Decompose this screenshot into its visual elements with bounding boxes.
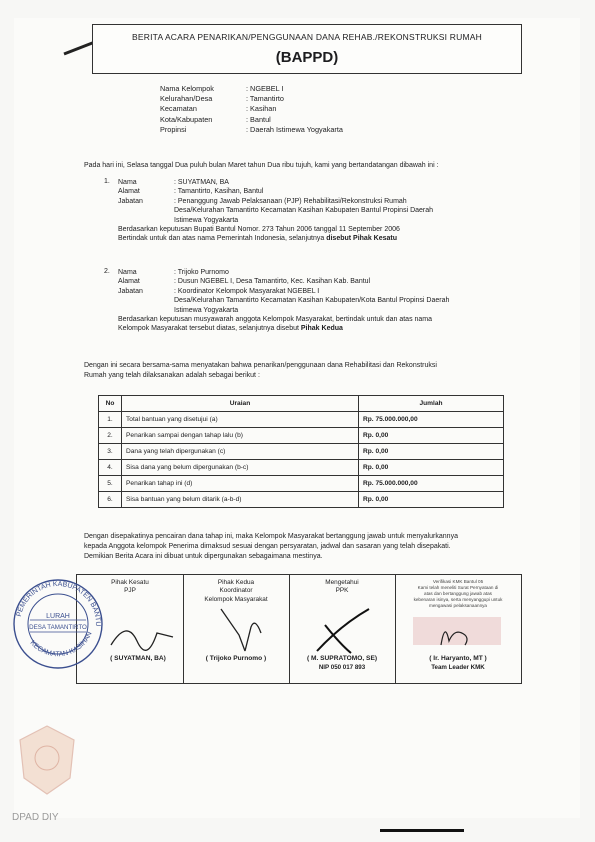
row-number: 5. [99,476,122,492]
party2-basis-bold: Pihak Kedua [300,325,343,333]
bottom-bar [380,829,464,832]
signature-koordinator [183,575,290,683]
signature-role: PJP [124,587,136,595]
info-label: Kota/Kabupaten [160,114,213,124]
party2-continuation: Istimewa Yogyakarta [174,306,239,314]
stamp-center-text: DESA TAMANTIRTO [29,624,87,631]
agreement-line-2: Rumah yang telah dilaksanakan adalah sebagai berikut : [84,372,260,379]
info-row [160,104,486,114]
info-label: Kecamatan [160,104,197,114]
signatory-name: ( SUYATMAN, BA) [110,655,166,662]
title-box [92,24,522,74]
info-value: : Kasihan [246,104,277,114]
signature-heading [183,579,289,604]
info-label: Propinsi [160,124,187,134]
column-header: No [99,396,122,412]
agreement-line-1: Dengan ini secara bersama-sama menyatakan bahwa penarikan/penggunaan dana Rehabilitasi dan Rekonstruksi [84,362,437,369]
signature-scribble [211,605,271,655]
signature-ppk [289,575,396,683]
verification-line: atas dan bertanggung jawab atas [424,591,492,596]
row-number: 2. [99,428,122,444]
stamp-bottom-text: KECAMATAN KASIHAN [28,630,94,659]
info-row [160,94,486,104]
footer-watermark: DPAD DIY [12,812,59,823]
row-description: Sisa dana yang belum dipergunakan (b-c) [122,460,359,476]
stamp-center-text: LURAH [46,613,70,620]
official-stamp [10,576,106,672]
party2-value: : Dusun NGEBEL I, Desa Tamantirto, Kec. Kasihan Kab. Bantul [174,278,371,286]
row-amount: Rp. 0,00 [359,460,504,476]
party1-acting [118,234,504,243]
verification-note [399,579,517,609]
table-row [99,492,504,508]
info-value: : NGEBEL I [246,84,284,93]
party2-block [118,268,504,334]
party1-row [118,178,504,187]
svg-text:KECAMATAN KASIHAN [28,631,93,658]
signatory-nip: NIP 050 017 893 [318,664,366,671]
signature-role: Mengetahui [325,579,359,586]
signatory-name: ( Ir. Haryanto, MT ) [429,655,487,662]
verification-line: kebenaran isinya, serta menyanggupi untuk [413,597,503,602]
table-row [99,428,504,444]
party1-row [118,197,504,206]
document-code: (BAPPD) [275,49,339,66]
party1-acting-bold: disebut Pihak Kesatu [326,235,397,243]
party1-number: 1. [104,178,110,185]
row-description: Sisa bantuan yang belum ditarik (a-b-d) [122,492,359,508]
signature-heading [289,579,395,596]
row-description: Total bantuan yang disetujui (a) [122,412,359,428]
row-number: 4. [99,460,122,476]
party1-acting-text: Bertindak untuk dan atas nama Pemerintah Indonesia, selanjutnya [118,235,325,243]
party2-row [118,287,504,296]
party1-label: Jabatan [118,197,143,205]
table-row [99,412,504,428]
closing-line-2: kepada Anggota kelompok Penerima dimaksud sesuai dengan persyaratan, jadwal dan sasaran yang telah disepakati. [84,543,451,550]
party1-continuation: Desa/Kelurahan Tamantirto Kecamatan Kasihan Kabupaten Bantul Propinsi Daerah [174,207,434,215]
verification-line: Verifikasi KMK Bantul 05 [432,579,484,584]
party2-basis [118,324,504,333]
party2-row [118,277,504,286]
signatory-name: ( Trijoko Purnomo ) [205,655,267,662]
signature-table [76,574,522,684]
row-number: 3. [99,444,122,460]
row-amount: Rp. 75.000.000,00 [359,412,504,428]
signatory-name: ( M. SUPRATOMO, SE) [306,655,378,662]
signature-kmk [395,575,521,683]
party1-row [118,187,504,196]
party2-value: : Koordinator Kelompok Masyarakat NGEBEL I [174,287,320,295]
info-label: Kelurahan/Desa [160,94,213,104]
row-amount: Rp. 0,00 [359,492,504,508]
party2-label: Alamat [118,278,140,286]
row-description: Dana yang telah dipergunakan (c) [122,444,359,460]
party2-basis-text: Kelompok Masyarakat tersebut diatas, selanjutnya disebut [118,325,299,333]
table-row [99,444,504,460]
row-number: 1. [99,412,122,428]
party1-label: Alamat [118,188,140,196]
party2-label: Jabatan [118,287,143,295]
party2-value: : Trijoko Purnomo [174,269,229,276]
signature-role: Pihak Kesatu [111,579,149,586]
row-amount: Rp. 75.000.000,00 [359,476,504,492]
signature-scribble [435,617,475,651]
column-header: Jumlah [359,396,504,412]
signature-role: Koordinator [219,587,253,595]
signature-role: PPK [335,587,349,595]
party1-continuation: Istimewa Yogyakarta [174,216,239,224]
intro-text: Pada hari ini, Selasa tanggal Dua puluh bulan Maret tahun Dua ribu tujuh, kami yang bertandatangan dibawah ini : [84,162,439,169]
party2-row [118,268,504,277]
verification-line: mengawasi pelaksanaannya [429,603,487,608]
column-header: Uraian [122,396,359,412]
emblem-watermark-icon [12,720,82,800]
stamp-ring-text: PEMERINTAH KABUPATEN BANTU [15,580,102,627]
closing-line-1: Dengan disepakatinya pencairan dana tahap ini, maka Kelompok Masyarakat bertanggung jawab untuk menyalurkannya [84,533,458,540]
info-value: : Bantul [246,114,271,124]
party1-value: : Tamantirto, Kasihan, Bantul [174,188,264,196]
party1-label: Nama [118,179,137,186]
fund-table [98,395,504,508]
party1-basis: Berdasarkan keputusan Bupati Bantul Nomor. 273 Tahun 2006 tanggal 11 September 2006 [118,226,400,234]
party2-label: Nama [118,269,137,276]
info-row [160,115,486,125]
row-amount: Rp. 0,00 [359,428,504,444]
signature-scribble [107,615,177,655]
document-title: BERITA ACARA PENARIKAN/PENGGUNAAN DANA REHAB./REKONSTRUKSI RUMAH [132,32,482,42]
party2-number: 2. [104,268,110,275]
info-row [160,84,486,94]
info-label: Nama Kelompok [160,84,214,93]
info-value: : Daerah Istimewa Yogyakarta [246,124,343,134]
party1-value: : Penanggung Jawab Pelaksanaan (PJP) Rehabilitasi/Rekonstruksi Rumah [174,197,407,205]
party2-row [118,306,504,315]
verification-line: Kami telah meneliti Surat Pernyataan di [417,585,499,590]
signatory-role: Team Leader KMK [431,664,485,671]
party1-row [118,206,504,215]
table-row [99,460,504,476]
info-value: : Tamantirto [246,94,284,104]
party2-continuation: Desa/Kelurahan Tamantirto Kecamatan Kasihan Kabupaten/Kota Bantul Propinsi Daerah [174,297,450,305]
signature-role: Kelompok Masyarakat [204,595,268,603]
info-row [160,125,486,135]
party2-row [118,296,504,305]
closing-line-3: Demikian Berita Acara ini dibuat untuk dipergunakan sebagaimana mestinya. [84,553,323,560]
party1-block [118,178,504,244]
group-info [160,84,486,135]
party1-row [118,216,504,225]
table-header-row [99,396,504,412]
signature-role: Pihak Kedua [217,579,255,586]
table-row [99,476,504,492]
party2-basis: Berdasarkan keputusan musyawarah anggota Kelompok Masyarakat, bertindak untuk dan atas nama [118,316,433,324]
signature-scribble [311,605,375,657]
row-description: Penarikan sampai dengan tahap lalu (b) [122,428,359,444]
row-number: 6. [99,492,122,508]
row-description: Penarikan tahap ini (d) [122,476,359,492]
row-amount: Rp. 0,00 [359,444,504,460]
party1-value: : SUYATMAN, BA [174,179,229,186]
